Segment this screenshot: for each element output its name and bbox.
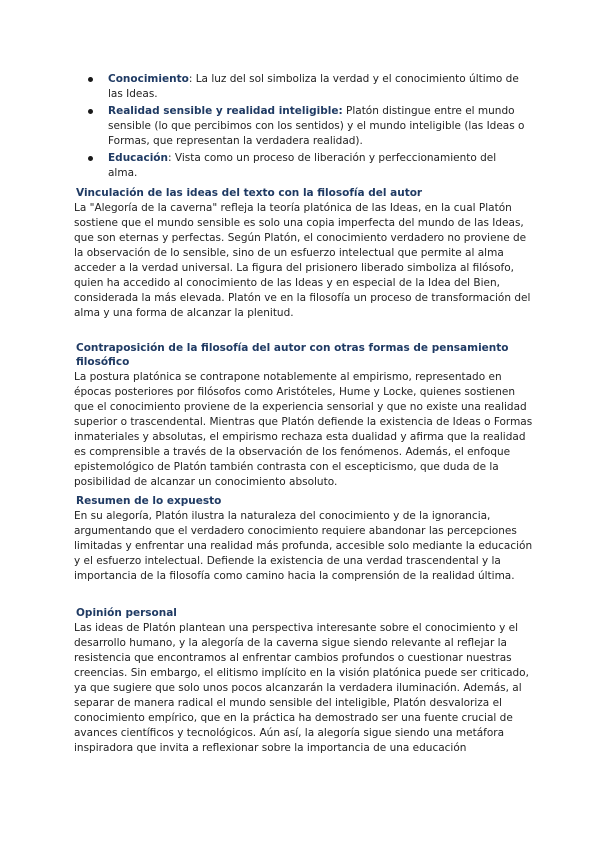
bullet-separator: : [188,73,193,85]
section-resumen [74,494,534,584]
section-heading: Contraposición de la filosofía del autor con otras formas de pensamiento filosófico [76,342,509,368]
bullet-term: Realidad sensible y realidad inteligible: [108,105,343,117]
list-item [88,151,528,181]
section-heading: Opinión personal [76,607,177,619]
bullet-dot-icon [88,156,93,161]
bullet-dot-icon [88,109,93,114]
section-heading: Vinculación de las ideas del texto con la filosofía del autor [76,187,423,199]
bullet-text: Platón distingue entre el mundo sensible (lo que percibimos con los sentidos) y el mundo inteligible (las Ideas o Formas, que representan la verdadera realidad). [108,105,525,147]
list-item [88,104,528,149]
list-item [88,72,528,102]
bullet-separator: : [168,152,172,164]
key-concepts-list [88,72,528,183]
section-vinculacion [74,186,534,321]
section-contraposicion [74,341,534,490]
bullet-text: La luz del sol simboliza la verdad y el conocimiento último de las Ideas. [108,73,519,100]
section-opinion [74,606,534,756]
section-body: La postura platónica se contrapone notablemente al empirismo, representado en épocas posteriores por filósofos como Aristóteles, Hume y Locke, quienes sostienen que el conocimiento proviene de la experiencia sensorial y que no existe una realidad superior o trascendental. Mientras que Platón defiende la existencia de Ideas o Formas inmateriales y absolutas, el empirismo rechaza esta dualidad y afirma que la realidad es comprensible a través de la observación de los fenómenos. Además, el enfoque epistemológico de Platón también contrasta con el escepticismo, que duda de la posibilidad de alcanzar un conocimiento absoluto. [74,371,533,488]
section-body: Las ideas de Platón plantean una perspectiva interesante sobre el conocimiento y el desarrollo humano, y la alegoría de la caverna sigue siendo relevante al reflejar la resistencia que encontramos al enfrentar cambios profundos o cuestionar nuestras creencias. Sin embargo, el elitismo implícito en la visión platónica puede ser criticado, ya que sugiere que solo unos pocos alcanzarán la verdadera iluminación. Además, al separar de manera radical el mundo sensible del inteligible, Platón desvaloriza el conocimiento empírico, que en la práctica ha demostrado ser una fuente crucial de avances científicos y tecnológicos. Aún así, la alegoría sigue siendo una metáfora inspiradora que invita a reflexionar sobre la importancia de una educación [74,622,529,754]
section-body: La "Alegoría de la caverna" refleja la teoría platónica de las Ideas, en la cual Platón sostiene que el mundo sensible es solo una copia imperfecta del mundo de las Ideas, que son eternas y perfectas. Según Platón, el conocimiento verdadero no proviene de la observación de lo sensible, sino de un esfuerzo intelectual que permite al alma acceder a la verdad universal. La figura del prisionero liberado simboliza al filósofo, quien ha accedido al conocimiento de las Ideas y en especial de la Idea del Bien, considerada la más elevada. Platón ve en la filosofía un proceso de transformación del alma y una forma de alcanzar la plenitud. [74,202,531,319]
bullet-term: Conocimiento [108,73,189,85]
section-heading: Resumen de lo expuesto [76,495,222,507]
bullet-text: Vista como un proceso de liberación y perfeccionamiento del alma. [108,152,497,179]
bullet-term: Educación [108,152,168,164]
section-body: En su alegoría, Platón ilustra la naturaleza del conocimiento y de la ignorancia, argumentando que el verdadero conocimiento requiere abandonar las percepciones limitadas y enfrentar una realidad más profunda, accesible solo mediante la educación y el esfuerzo intelectual. Defiende la existencia de una verdad trascendental y la importancia de la filosofía como camino hacia la comprensión de la realidad última. [74,510,533,582]
bullet-dot-icon [88,77,93,82]
